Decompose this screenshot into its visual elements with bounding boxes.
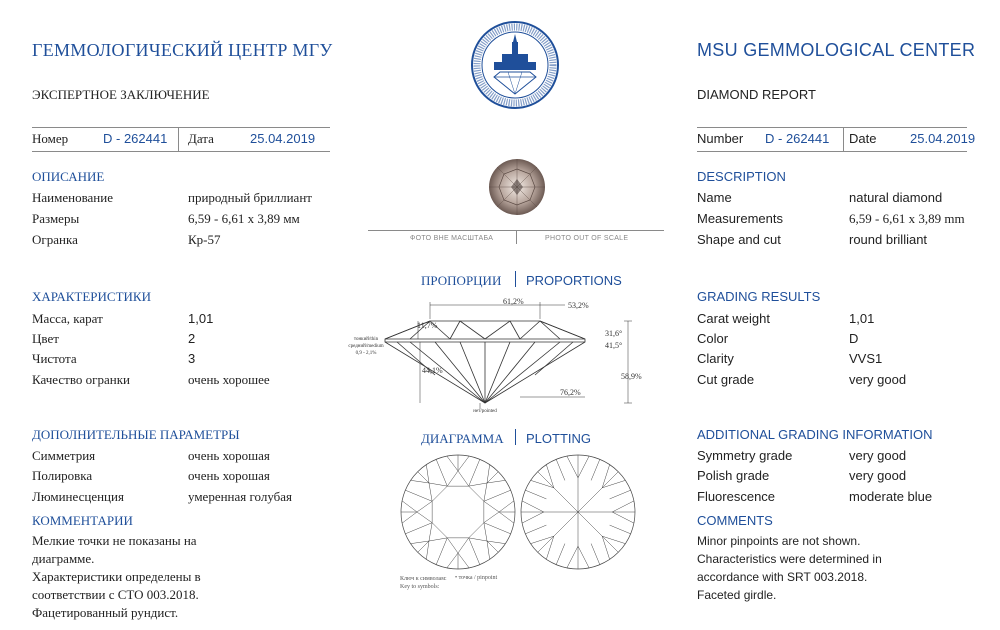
plotting-title-ru: ДИАГРАММА (421, 431, 504, 446)
facet-line (484, 523, 511, 534)
rule (515, 429, 516, 445)
crown-height-pct: 11,7% (417, 321, 438, 330)
plot-key-item: • точка / pinpoint (455, 575, 498, 581)
date-value-ru: 25.04.2019 (250, 131, 316, 146)
culet-label: нет/pointed (473, 409, 497, 414)
facet-line (591, 459, 600, 480)
subtitle-ru: ЭКСПЕРТНОЕ ЗАКЛЮЧЕНИЕ (32, 87, 210, 102)
photo-caption-en: PHOTO OUT OF SCALE (545, 235, 629, 242)
facet-line (538, 472, 578, 512)
comments-en (697, 532, 957, 604)
facet-line (487, 541, 490, 559)
facet-line (411, 541, 429, 544)
crown-plot (398, 452, 518, 572)
additional-label-en: Symmetry grade (697, 448, 793, 463)
facet-line (432, 486, 447, 501)
description-title-ru: ОПИСАНИЕ (32, 169, 105, 184)
grading-value-en: D (849, 331, 859, 346)
proportions-title-en: PROPORTIONS (526, 273, 622, 288)
additional-value-en: very good (849, 468, 907, 483)
comment-line-ru: соответствии с СТО 003.2018. (32, 587, 199, 602)
rule (32, 151, 330, 152)
facet-line (418, 541, 429, 552)
girdle-note-2: средний/medium (348, 344, 384, 349)
girdle-note-1: тонкий/thin (353, 337, 379, 342)
facet-line (578, 456, 589, 478)
proportions-diagram (330, 295, 660, 415)
date-label-en: Date (849, 131, 877, 146)
facet-line (458, 456, 469, 471)
facet-line (469, 538, 487, 541)
facet-line (458, 471, 469, 486)
grading-label-ru: Масса, карат (32, 311, 103, 326)
number-label-en: Number (697, 131, 744, 146)
facet-line (458, 538, 469, 553)
facet-line (405, 490, 432, 501)
additional-label-en: Polish grade (697, 468, 770, 483)
grading-label-en: Color (697, 331, 729, 346)
facet-line (432, 523, 447, 538)
facet-line (522, 501, 544, 512)
facet-line (402, 501, 417, 512)
facet-line (487, 480, 505, 483)
facet-line (525, 490, 546, 499)
subtitle-en: DIAMOND REPORT (697, 87, 816, 102)
additional-value-ru: очень хорошая (188, 448, 270, 463)
facet-line (556, 459, 565, 480)
facet-line (538, 512, 578, 552)
grading-value-ru: очень хорошее (188, 372, 270, 387)
facet-line (591, 544, 600, 565)
diamond-photo (487, 157, 547, 217)
facet-line (612, 512, 634, 523)
additional-label-en: Fluorescence (697, 489, 776, 504)
additional-title-ru: ДОПОЛНИТЕЛЬНЫЕ ПАРАМЕТРЫ (32, 427, 240, 442)
number-value-ru: D - 262441 (103, 131, 168, 146)
facet-line (487, 472, 498, 483)
facet-line (429, 538, 447, 541)
facet-line (522, 512, 544, 523)
grading-label-ru: Чистота (32, 351, 77, 366)
comment-line-ru: Мелкие точки не показаны на (32, 533, 197, 548)
grading-label-en: Cut grade (697, 372, 755, 387)
comment-line-en: accordance with SRT 003.2018. (697, 570, 868, 584)
grading-value-en: VVS1 (849, 351, 883, 366)
comments-ru (32, 532, 252, 622)
grading-value-en: 1,01 (849, 311, 875, 326)
desc-value-en: round brilliant (849, 232, 928, 247)
facet-line (436, 538, 447, 565)
facet-line (525, 525, 546, 534)
comments-title-ru: КОММЕНТАРИИ (32, 513, 133, 528)
facet-line (447, 553, 458, 568)
additional-value-en: very good (849, 448, 907, 463)
grading-value-ru: 1,01 (188, 311, 214, 326)
additional-label-ru: Полировка (32, 468, 93, 483)
facet-line (418, 472, 429, 483)
facet-line (578, 546, 589, 568)
facet-line (458, 553, 469, 568)
rule (32, 127, 330, 128)
facet-line (426, 541, 429, 559)
rule (516, 230, 517, 244)
date-label-ru: Дата (188, 131, 214, 146)
desc-value-ru: природный бриллиант (188, 190, 312, 205)
facet-line (610, 525, 631, 534)
additional-value-en: moderate blue (849, 489, 933, 504)
facet-line (578, 512, 618, 552)
facet-line (447, 456, 458, 471)
facet-line (484, 523, 487, 541)
facet-line (499, 501, 514, 512)
plot-key-en: Key to symbols: (400, 584, 440, 590)
comment-line-en: Faceted girdle. (697, 588, 777, 602)
facet-line (487, 541, 498, 552)
rule (178, 127, 179, 151)
desc-label-ru: Размеры (32, 211, 80, 226)
facet-line (469, 523, 484, 538)
grading-value-ru: 2 (188, 331, 196, 346)
facet-line (469, 538, 480, 565)
facet-line (417, 501, 432, 512)
desc-value-ru: Кр-57 (188, 232, 221, 247)
crown-angle: 31,6° (605, 329, 623, 338)
desc-value-ru: 6,59 - 6,61 x 3,89 мм (188, 211, 300, 226)
number-label-ru: Номер (32, 131, 69, 146)
comment-line-ru: диаграмме. (32, 551, 95, 566)
number-value-en: D - 262441 (765, 131, 830, 146)
facet-line (469, 459, 480, 486)
desc-label-ru: Наименование (32, 190, 113, 205)
facet-line (417, 512, 432, 523)
comment-line-ru: Фацетированный рундист. (32, 605, 179, 620)
description-title-en: DESCRIPTION (697, 169, 786, 184)
desc-value-en: natural diamond (849, 190, 943, 205)
rule (697, 127, 967, 128)
girdle-note-3: 0,9 - 2,1% (355, 351, 377, 356)
facet-line (612, 501, 634, 512)
diamond-profile-svg (330, 295, 660, 415)
total-depth-pct: 58,9% (621, 372, 642, 381)
pavilion-depth-pct: 44,1% (422, 366, 443, 375)
facet-line (447, 471, 458, 486)
plot-key (400, 575, 447, 591)
facet-line (484, 490, 511, 501)
grading-label-en: Carat weight (697, 311, 770, 326)
desc-label-en: Measurements (697, 211, 783, 226)
rule (843, 127, 844, 151)
grading-title-en: GRADING RESULTS (697, 289, 821, 304)
facet-line (487, 541, 505, 544)
star-pct: 53,2% (568, 301, 589, 310)
comment-line-en: Minor pinpoints are not shown. (697, 534, 861, 548)
title-en: MSU GEMMOLOGICAL CENTER (697, 40, 976, 60)
facet-line (610, 490, 631, 499)
proportions-title-ru: ПРОПОРЦИИ (421, 273, 502, 288)
additional-label-ru: Симметрия (32, 448, 96, 463)
facet-line (499, 512, 514, 523)
comment-line-ru: Характеристики определены в (32, 569, 201, 584)
grading-value-en: very good (849, 372, 907, 387)
facet-line (469, 486, 484, 501)
facet-line (487, 465, 490, 483)
facet-line (567, 546, 578, 568)
grading-label-ru: Цвет (32, 331, 59, 346)
grading-label-en: Clarity (697, 351, 734, 366)
grading-title-ru: ХАРАКТЕРИСТИКИ (32, 289, 151, 304)
title-ru: ГЕММОЛОГИЧЕСКИЙ ЦЕНТР МГУ (32, 40, 333, 60)
facet-line (567, 456, 578, 478)
facet-line (447, 538, 458, 553)
facet-line (484, 512, 499, 523)
lower-half-pct: 76,2% (560, 388, 581, 397)
facet-line (405, 523, 432, 534)
facet-line (429, 523, 432, 541)
crown-plot-svg (398, 452, 518, 572)
facet-line (426, 465, 429, 483)
desc-label-en: Name (697, 190, 732, 205)
grading-value-ru: 3 (188, 351, 196, 366)
grading-label-ru: Качество огранки (32, 372, 130, 387)
comment-line-en: Characteristics were determined in (697, 552, 882, 566)
facet-line (578, 472, 618, 512)
pavilion-plot (518, 452, 638, 572)
additional-value-ru: умеренная голубая (188, 489, 293, 504)
facet-line (436, 459, 447, 486)
facet-line (484, 501, 499, 512)
rule (697, 151, 967, 152)
additional-value-ru: очень хорошая (188, 468, 270, 483)
facet-line (429, 483, 432, 501)
plotting-title-en: PLOTTING (526, 431, 592, 446)
facet-line (429, 483, 447, 486)
pavilion-plot-svg (518, 452, 638, 572)
desc-label-ru: Огранка (32, 232, 78, 247)
desc-value-en: 6,59 - 6,61 x 3,89 mm (849, 211, 965, 226)
facet-line (469, 483, 487, 486)
additional-label-ru: Люминесценция (32, 489, 124, 504)
additional-title-en: ADDITIONAL GRADING INFORMATION (697, 427, 933, 442)
desc-label-en: Shape and cut (697, 232, 781, 247)
photo-caption-ru: ФОТО ВНЕ МАСШТАБА (410, 235, 494, 242)
comments-title-en: COMMENTS (697, 513, 773, 528)
facet-line (402, 512, 417, 523)
table-pct: 61,2% (503, 297, 524, 306)
pavilion-angle: 41,5° (605, 341, 623, 350)
facet-line (556, 544, 565, 565)
facet-line (484, 483, 487, 501)
date-value-en: 25.04.2019 (910, 131, 976, 146)
rule (515, 271, 516, 287)
plot-key-ru: Ключ к символам: (400, 576, 447, 582)
facet-line (411, 480, 429, 483)
msu-logo (470, 20, 560, 110)
